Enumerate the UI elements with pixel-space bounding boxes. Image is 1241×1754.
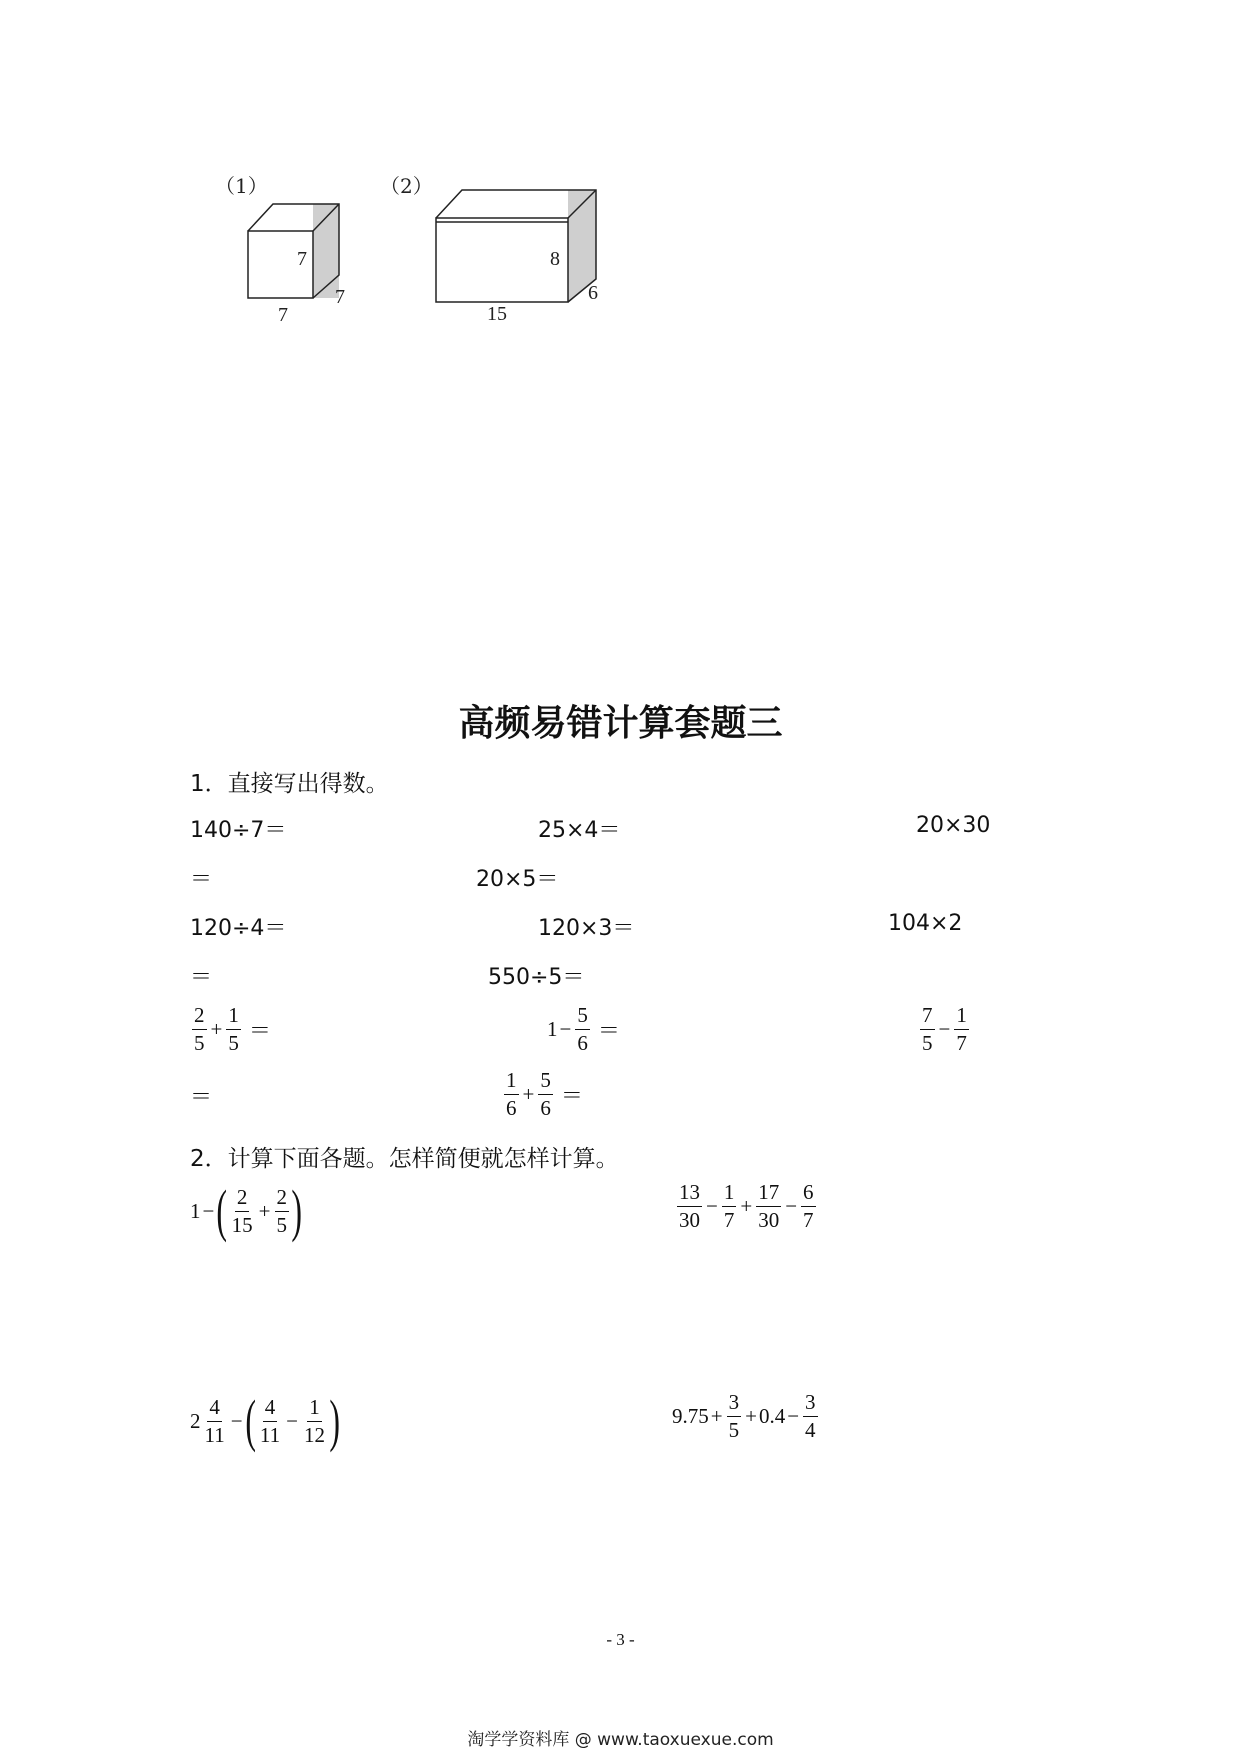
numerator: 7 — [920, 1005, 935, 1030]
problem-1-10 — [547, 1005, 620, 1054]
denominator: 5 — [922, 1031, 933, 1055]
problem-1-2: 25×4＝ — [538, 818, 621, 843]
problem-1-11-equals: ＝ — [190, 1085, 213, 1110]
denominator: 11 — [259, 1422, 281, 1447]
cube-depth-label: 7 — [335, 286, 345, 308]
figure-2-label: （2） — [380, 174, 433, 198]
operator: + — [522, 1082, 535, 1106]
problem-2-1 — [190, 1178, 302, 1243]
denominator: 5 — [728, 1418, 740, 1442]
decimal-term: 9.75 — [672, 1404, 709, 1428]
operator: + — [710, 1404, 723, 1428]
denominator: 15 — [231, 1212, 253, 1237]
decimal-term: 0.4 — [758, 1404, 786, 1428]
denominator: 4 — [805, 1418, 816, 1442]
numerator: 4 — [263, 1397, 278, 1422]
cube-height-label: 7 — [297, 248, 307, 270]
left-paren: ( — [244, 1388, 256, 1453]
denominator: 6 — [506, 1096, 517, 1120]
numerator: 6 — [801, 1182, 816, 1207]
operator: − — [787, 1404, 800, 1428]
denominator: 7 — [803, 1208, 814, 1232]
problem-1-7-equals: ＝ — [190, 965, 213, 990]
numerator: 13 — [677, 1182, 702, 1207]
numerator: 2 — [192, 1005, 207, 1030]
operator: + — [258, 1198, 271, 1223]
numerator: 4 — [207, 1397, 222, 1422]
denominator: 6 — [577, 1031, 588, 1055]
problem-1-1: 140÷7＝ — [190, 818, 287, 843]
source-watermark: 淘学学资料库 @ www.taoxuexue.com — [467, 1730, 774, 1750]
right-paren: ) — [291, 1178, 302, 1243]
operator: − — [938, 1017, 951, 1041]
cube-figure — [248, 204, 339, 298]
numerator: 2 — [235, 1187, 250, 1212]
denominator: 5 — [276, 1212, 288, 1237]
problem-2-4 — [672, 1392, 820, 1441]
numerator: 1 — [226, 1005, 241, 1030]
denominator: 5 — [228, 1031, 239, 1055]
numerator: 5 — [538, 1070, 553, 1095]
problem-2-2 — [675, 1182, 818, 1231]
numerator: 1 — [722, 1182, 737, 1207]
right-paren: ) — [329, 1388, 340, 1453]
operator: − — [230, 1408, 243, 1433]
problem-1-3-equals: ＝ — [190, 867, 213, 892]
numerator: 1 — [504, 1070, 519, 1095]
section-1-heading: 1．直接写出得数。 — [190, 771, 389, 797]
denominator: 30 — [679, 1208, 700, 1232]
numerator: 2 — [275, 1187, 290, 1212]
numerator: 5 — [575, 1005, 590, 1030]
page-title: 高频易错计算套题三 — [458, 703, 783, 744]
operator: − — [785, 1194, 798, 1218]
whole-number: 1 — [190, 1198, 201, 1223]
operator: − — [559, 1017, 572, 1041]
denominator: 6 — [540, 1096, 551, 1120]
numerator: 3 — [803, 1392, 818, 1417]
denominator: 12 — [303, 1422, 325, 1447]
whole-number: 2 — [190, 1408, 201, 1433]
page-number: - 3 - — [606, 1630, 635, 1649]
numerator: 17 — [756, 1182, 781, 1207]
problem-1-4: 20×5＝ — [476, 867, 559, 892]
numerator: 1 — [307, 1397, 322, 1422]
numerator: 3 — [727, 1392, 742, 1417]
operator: + — [745, 1404, 757, 1428]
operator: − — [706, 1194, 718, 1218]
problem-1-8: 550÷5＝ — [488, 965, 585, 990]
left-paren: ( — [216, 1178, 228, 1243]
denominator: 5 — [194, 1031, 205, 1055]
operator: − — [286, 1408, 298, 1433]
equals-sign: ＝ — [248, 1019, 271, 1044]
problem-1-11 — [918, 1005, 971, 1054]
cuboid-depth-label: 6 — [588, 282, 598, 304]
operator: − — [202, 1198, 215, 1223]
section-2-heading: 2．计算下面各题。怎样简便就怎样计算。 — [190, 1146, 619, 1172]
cuboid-height-label: 8 — [550, 248, 560, 270]
problem-1-12 — [502, 1070, 583, 1119]
numerator: 1 — [954, 1005, 969, 1030]
figure-1-label: （1） — [215, 174, 268, 198]
problem-1-7: 104×2 — [888, 911, 963, 936]
cuboid-figure — [436, 190, 596, 302]
problem-1-5: 120÷4＝ — [190, 916, 287, 941]
operator: + — [740, 1194, 753, 1218]
problem-2-3 — [190, 1388, 340, 1453]
problem-1-9 — [190, 1005, 271, 1054]
equals-sign: ＝ — [560, 1084, 583, 1109]
problem-1-6: 120×3＝ — [538, 916, 635, 941]
denominator: 7 — [956, 1031, 967, 1055]
cuboid-width-label: 15 — [487, 303, 507, 325]
whole-number: 1 — [547, 1017, 558, 1041]
problem-1-3: 20×30 — [916, 813, 991, 838]
operator: + — [210, 1017, 223, 1041]
equals-sign: ＝ — [597, 1019, 620, 1044]
denominator: 7 — [723, 1208, 735, 1232]
denominator: 11 — [204, 1422, 225, 1447]
denominator: 30 — [758, 1208, 780, 1232]
cube-width-label: 7 — [278, 304, 288, 326]
